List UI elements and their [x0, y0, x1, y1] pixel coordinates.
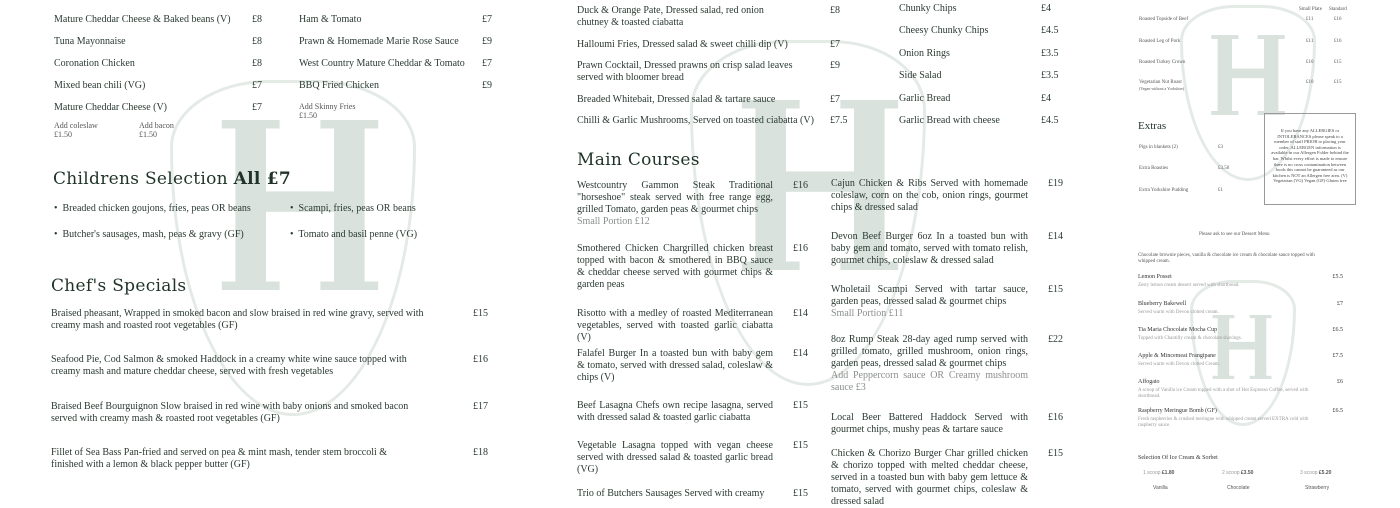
item-price: £16 [793, 243, 808, 254]
column-header: Small Plate [1299, 7, 1322, 12]
special-item: Braised pheasant, Wrapped in smoked bacon and slow braised in red wine gravy, served with creamy mash and roasted root vegetables (GF) [51, 308, 424, 331]
addon [54, 121, 98, 139]
item-price: £7 [482, 58, 492, 69]
item-name: Scampi, fries, peas OR beans [298, 203, 416, 214]
dessert-name: Tia Maria Chocolate Mocha Cup [1138, 327, 1218, 333]
item-price: £16 [1048, 412, 1063, 423]
side-item: Garlic Bread with cheese [899, 115, 1000, 126]
item-price: £8 [252, 36, 262, 47]
item-name: Butcher's sausages, mash, peas & gravy (GF) [62, 229, 244, 240]
scoop-price [1300, 470, 1331, 476]
item-name: Mature Cheddar Cheese & Baked beans (V) [54, 14, 231, 25]
addon-label: Add Skinny Fries [299, 102, 356, 111]
addon-price: £1.50 [54, 130, 72, 139]
scoop-price [1143, 470, 1174, 476]
price-small: £10 [1306, 80, 1314, 85]
item-name: BBQ Fried Chicken [299, 80, 379, 91]
dessert-desc: Served warm with Devon clotted Cream. [1138, 362, 1220, 367]
item-note: Small Portion £11 [831, 308, 904, 319]
item-name: Tomato and basil penne (VG) [298, 229, 418, 240]
scoop-amount: £5.20 [1318, 470, 1332, 476]
flavour: Chocolate [1227, 485, 1250, 491]
scoop-amount: £1.80 [1161, 470, 1175, 476]
dessert-note: Please ask to see our Dessert Menu [1199, 232, 1270, 237]
main-item [831, 284, 1028, 320]
addon-label: Add coleslaw [54, 121, 98, 130]
starter-item: Chilli & Garlic Mushrooms, Served on toasted ciabatta (V) [577, 115, 814, 126]
dessert-name: Affogato [1138, 379, 1160, 385]
main-item [831, 334, 1028, 394]
item-price: £3.50 [1218, 166, 1230, 171]
section-title-childrens [53, 169, 291, 189]
item-price: £7 [830, 39, 840, 50]
dessert-desc: Served warm with Devon clotted cream. [1138, 310, 1219, 315]
childrens-item: • Breaded chicken goujons, fries, peas OR beans [54, 203, 251, 214]
item-price: £7 [252, 102, 262, 113]
item-price: £14 [1048, 231, 1063, 242]
extra-item: Extra Yorkshire Pudding [1139, 188, 1189, 193]
starter-item: Prawn Cocktail, Dressed prawns on crisp salad leaves served with bloomer bread [577, 60, 793, 83]
item-desc: 8oz Rump Steak 28-day aged rump served with grilled tomato, grilled mushroom, onion rings, garden peas, dressed salad & gourmet chips [831, 334, 1028, 369]
main-item [577, 180, 773, 228]
main-item: Trio of Butchers Sausages Served with creamy [577, 488, 765, 499]
section-title-extras: Extras [1138, 120, 1167, 132]
dessert-name: Raspberry Meringue Bomb (GF) [1138, 408, 1217, 414]
item-price: £15 [473, 308, 488, 319]
item-price: £5.5 [1332, 274, 1343, 280]
roast-item: Roasted Topside of Beef [1139, 17, 1189, 22]
main-item: Risotto with a medley of roasted Mediterranean vegetables, served with toasted garlic ciabatta (V) [577, 308, 773, 343]
item-price: £6 [1337, 379, 1343, 385]
item-price: £18 [473, 447, 488, 458]
side-item: Cheesy Chunky Chips [899, 25, 989, 36]
starter-item: Breaded Whitebait, Dressed salad & tartare sauce [577, 94, 776, 105]
item-price: £16 [473, 354, 488, 365]
item-note: Add Peppercorn sauce OR Creamy mushroom sauce £3 [831, 370, 1028, 393]
roast-item: Roasted Turkey Crown [1139, 60, 1186, 65]
item-name: Coronation Chicken [54, 58, 135, 69]
item-price: £16 [793, 180, 808, 191]
price-small: £11 [1306, 39, 1314, 44]
price-standard: £15 [1334, 60, 1342, 65]
main-item: Falafel Burger In a toasted bun with baby gem & tomato, served with dressed salad, coleslaw & chips (V) [577, 348, 773, 383]
item-price: £7 [482, 14, 492, 25]
dessert-desc: Zesty lemon cream dessert served with shortbread. [1138, 283, 1240, 288]
main-item: Devon Beef Burger 6oz In a toasted bun with baby gem and tomato, served with tomato relish, gourmet chips, coleslaw & dressed salad [831, 231, 1028, 266]
special-item: Seafood Pie, Cod Salmon & smoked Haddock in a creamy white wine sauce topped with creamy mash and mature cheddar cheese, served with fresh vegetables [51, 354, 407, 377]
item-price: £6.5 [1332, 327, 1343, 333]
dessert-desc: Topped with Chantilly cream & chocolate shavings. [1138, 336, 1242, 341]
price-standard: £16 [1334, 17, 1342, 22]
dessert-name: Apple & Mincemeat Frangipane [1138, 353, 1216, 359]
scoop-label: 2 scoop [1222, 470, 1240, 476]
roast-item: Roasted Leg of Pork [1139, 39, 1181, 44]
addon-price: £1.50 [299, 111, 317, 120]
item-price: £8 [252, 14, 262, 25]
title-price: All £7 [233, 169, 292, 189]
item-price: £15 [793, 440, 808, 451]
side-item: Side Salad [899, 70, 942, 81]
item-price: £14 [793, 308, 808, 319]
item-name: Vegetarian Nut Roast [1139, 80, 1182, 85]
item-price: £15 [793, 488, 808, 499]
column-header: Standard [1329, 7, 1347, 12]
item-price: £7.5 [830, 115, 848, 126]
main-item: Smothered Chicken Chargrilled chicken breast topped with bacon & smothered in BBQ sauce & cheddar cheese served with gourmet chips & garden peas [577, 243, 773, 290]
item-name: Ham & Tomato [299, 14, 362, 25]
item-price: £4.5 [1041, 25, 1059, 36]
addon [299, 102, 355, 120]
price-small: £11 [1306, 17, 1314, 22]
item-price: £9 [830, 60, 840, 71]
price-small: £10 [1306, 60, 1314, 65]
item-price: £4.5 [1041, 115, 1059, 126]
side-item: Onion Rings [899, 48, 950, 59]
item-note: Small Portion £12 [577, 216, 650, 227]
item-price: £7 [252, 80, 262, 91]
item-desc: Westcountry Gammon Steak Traditional "horseshoe" steak served with free range egg, grilled Tomato, garden peas & gourmet chips [577, 180, 773, 215]
item-name: Prawn & Homemade Marie Rose Sauce [299, 36, 459, 47]
addon-price: £1.50 [139, 130, 157, 139]
childrens-item: • Butcher's sausages, mash, peas & gravy (GF) [54, 229, 244, 240]
item-name: Breaded chicken goujons, fries, peas OR beans [62, 203, 251, 214]
watermark-h-logo [1208, 35, 1288, 115]
item-price: £14 [793, 348, 808, 359]
side-item: Chunky Chips [899, 3, 957, 14]
item-price: £7 [830, 94, 840, 105]
scoop-price [1222, 470, 1253, 476]
item-price: £3.5 [1041, 48, 1059, 59]
item-price: £9 [482, 36, 492, 47]
allergy-notice: If you have any ALLERGIES or INTOLERANCES please speak to a member of staff PRIOR to placing your order. ALLERGEN information is available in our Allergen Folder behind the bar. Whilst every effort is made to ensure there is no cross contamination between foods this cannot be guaranteed as our kitchen is NOT an Allergen free area. (V) Vegetarian (VG) Vegan (GF) Gluten free [1264, 113, 1356, 205]
main-item: Beef Lasagna Chefs own recipe lasagna, served with dressed salad & toasted garlic ciabatta [577, 400, 773, 423]
dessert-name: Lemon Posset [1138, 274, 1172, 280]
extra-item: Pigs in blankets (2) [1139, 145, 1178, 150]
extra-item: Extra Roasties [1139, 166, 1169, 171]
item-note: (Vegan without a Yorkshire) [1139, 86, 1185, 91]
item-price: £7 [1337, 301, 1343, 307]
main-item: Local Beer Battered Haddock Served with gourmet chips, mushy peas & tartare sauce [831, 412, 1028, 435]
item-price: £4 [1041, 3, 1051, 14]
special-item: Fillet of Sea Bass Pan-fried and served on pea & mint mash, tender stem broccoli & finished with a lemon & black pepper butter (GF) [51, 447, 388, 470]
scoop-label: 3 scoop [1300, 470, 1318, 476]
dessert-desc: A scoop of Vanilla ice Cream topped with a shot of Hot Espresso Coffee, served with shortbread. [1138, 388, 1309, 399]
item-price: £1 [1218, 188, 1223, 193]
item-price: £3 [1218, 145, 1223, 150]
flavour: Vanilla [1153, 485, 1168, 491]
item-desc: Wholetail Scampi Served with tartar sauce, garden peas, dressed salad & gourmet chips [831, 284, 1028, 307]
scoop-label: 1 scoop [1143, 470, 1161, 476]
section-title-specials: Chef's Specials [51, 276, 187, 296]
main-item: Vegetable Lasagna topped with vegan cheese served with dressed salad & toasted garlic bread (VG) [577, 440, 773, 475]
main-item: Chicken & Chorizo Burger Char grilled chicken & chorizo topped with melted cheddar cheese, served in a toasted bun with baby gem lettuce & tomato, served with gourmet chips, coleslaw & dressed salad [831, 448, 1028, 507]
item-price: £6.5 [1332, 408, 1343, 414]
price-standard: £16 [1334, 39, 1342, 44]
side-item: Garlic Bread [899, 93, 951, 104]
item-price: £15 [793, 400, 808, 411]
childrens-item: • Tomato and basil penne (VG) [290, 229, 418, 240]
flavour: Strawberry [1305, 485, 1330, 491]
roast-item [1139, 80, 1184, 92]
dessert-desc: Chocolate brownie pieces, vanilla & chocolate ice cream & chocolate sauce topped with whipped cream. [1138, 253, 1315, 264]
item-price: £8 [830, 5, 840, 16]
scoop-amount: £3.50 [1240, 470, 1254, 476]
dessert-list [1138, 274, 1343, 429]
childrens-item: • Scampi, fries, peas OR beans [290, 203, 416, 214]
item-price: £9 [482, 80, 492, 91]
title-text: Childrens Selection [53, 169, 228, 189]
starter-item: Halloumi Fries, Dressed salad & sweet chilli dip (V) [577, 39, 788, 50]
addon-label: Add bacon [139, 121, 174, 130]
item-price: £3.5 [1041, 70, 1059, 81]
item-price: £8 [252, 58, 262, 69]
special-item: Braised Beef Bourguignon Slow braised in red wine with baby onions and smoked bacon served with creamy mash & roasted root vegetables (GF) [51, 401, 409, 424]
item-price: £19 [1048, 178, 1063, 189]
menu-item [54, 14, 231, 26]
section-title-mains: Main Courses [577, 150, 700, 170]
addon [139, 121, 174, 139]
item-price: £22 [1048, 334, 1063, 345]
dessert-desc: Fresh raspberries & crushed meringue with whipped cream served EXTRA cold with raspberry sauce. [1138, 417, 1309, 428]
dessert-name: Blueberry Bakewell [1138, 301, 1187, 307]
item-price: £4 [1041, 93, 1051, 104]
item-name: Mixed bean chili (VG) [54, 80, 146, 91]
main-item: Cajun Chicken & Ribs Served with homemade coleslaw, corn on the cob, onion rings, gourmet chips & dressed salad [831, 178, 1028, 213]
item-price: £17 [473, 401, 488, 412]
price-standard: £15 [1334, 80, 1342, 85]
item-price: £7.5 [1332, 353, 1343, 359]
section-title-icecream: Selection Of Ice Cream & Sorbet [1138, 455, 1218, 461]
item-name: Tuna Mayonnaise [54, 36, 126, 47]
item-price: £15 [1048, 284, 1063, 295]
item-name: Mature Cheddar Cheese (V) [54, 102, 168, 113]
item-name: West Country Mature Cheddar & Tomato [299, 58, 465, 69]
starter-item: Duck & Orange Pate, Dressed salad, red onion chutney & toasted ciabatta [577, 5, 764, 28]
item-price: £15 [1048, 448, 1063, 459]
